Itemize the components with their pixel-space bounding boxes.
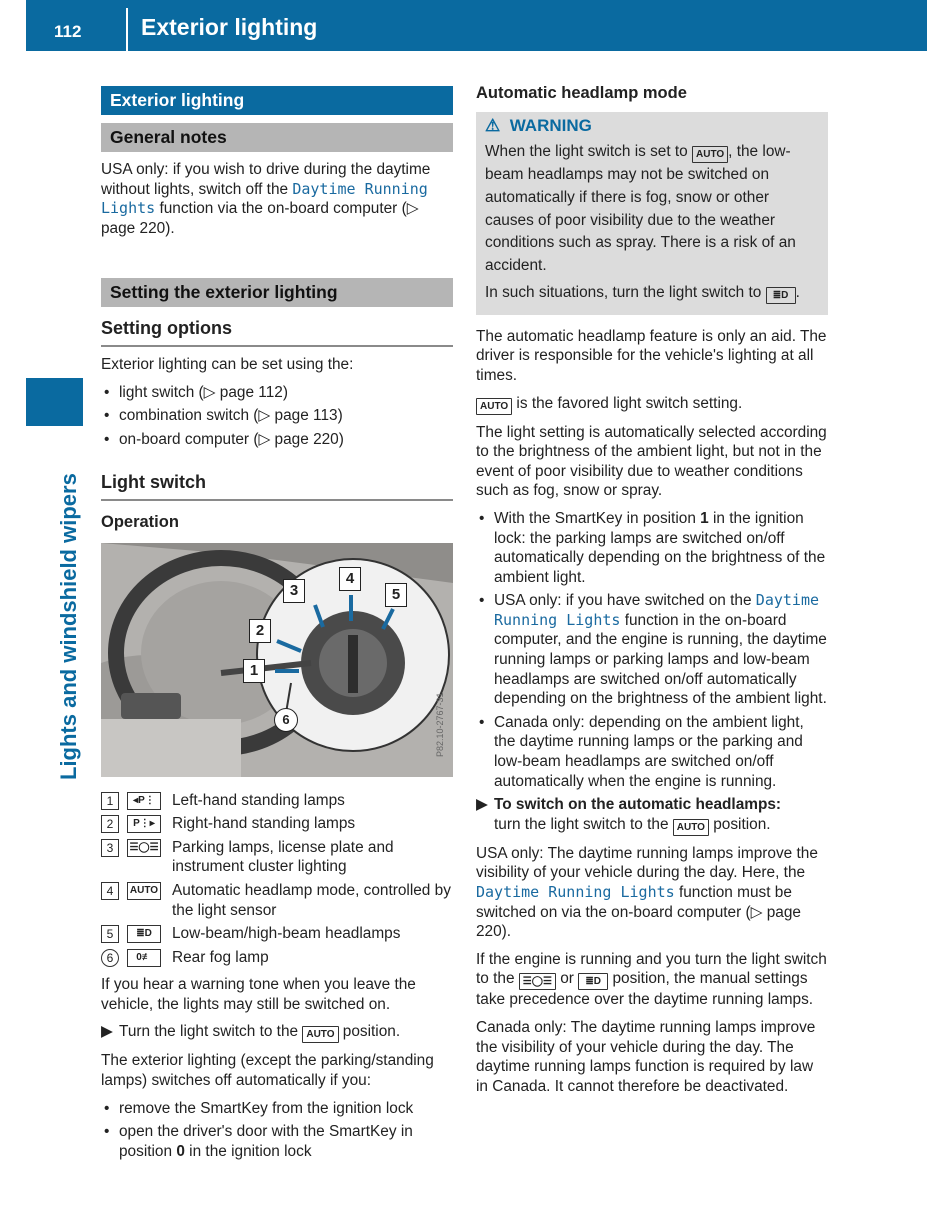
parking-lamp-icon: ☰◯☰	[519, 973, 556, 990]
callout-4: 4	[339, 567, 361, 591]
list-item: • on-board computer (▷ page 220)	[101, 430, 453, 450]
legend-row: 2 P⋮▸ Right-hand standing lamps	[101, 814, 453, 834]
setting-heading: Setting the exterior lighting	[101, 278, 453, 307]
warning-title: WARNING	[509, 115, 592, 135]
switch-off-intro: The exterior lighting (except the parking/standing lamps) switches off automatically if you:	[101, 1052, 434, 1090]
warning-tone-text: If you hear a warning tone when you leave the vehicle, the lights may still be switched on.	[101, 976, 416, 1013]
general-notes-heading: General notes	[101, 123, 453, 152]
legend-row: 4 AUTO Automatic headlamp mode, controlled by the light sensor	[101, 881, 453, 920]
auto-icon: AUTO	[692, 146, 728, 163]
warning-text: In such situations, turn the light switch to ≣D .	[485, 282, 819, 305]
daytime-running-lights-code: Daytime Running Lights	[476, 883, 675, 902]
light-setting-text: The light setting is automatically selected according to the brightness of the ambient light, but not in the event of poor visibility due to weather conditions such as fog, snow or spray.	[476, 423, 827, 500]
callout-3: 3	[283, 579, 305, 603]
list-item: • Canada only: depending on the ambient light, the daytime running lamps or the parking and low-beam headlamps are switched on/off automatically when the engine is running.	[476, 713, 828, 791]
warning-triangle-icon: ⚠	[485, 115, 501, 135]
light-switch-heading: Light switch	[101, 473, 453, 501]
daytime-running-lights-code: Daytime Running Lights	[494, 591, 820, 629]
header-divider	[126, 8, 128, 51]
turn-switch-step: ▶ Turn the light switch to the AUTO position.	[101, 1022, 453, 1043]
engine-running-text: If the engine is running and you turn the light switch to the ☰◯☰ or ≣D position, the manual settings take precedence over the daytime running lamps.	[476, 950, 827, 1009]
step-arrow-icon: ▶	[476, 796, 488, 814]
callout-5: 5	[385, 583, 407, 607]
low-beam-icon: ≣D	[766, 287, 796, 304]
switch-on-auto-step: ▶ To switch on the automatic headlamps: turn the light switch to the AUTO position.	[476, 795, 828, 836]
callout-1: 1	[243, 659, 265, 683]
warning-text: When the light switch is set to AUTO , the low-beam headlamps may not be switched on automatically if there is fog, snow or other causes of poor visibility due to the weather conditions such as spray. There is a risk of an accident.	[485, 143, 796, 275]
list-item: • light switch (▷ page 112)	[101, 383, 453, 403]
favored-setting-text: AUTO is the favored light switch setting.	[476, 394, 828, 415]
left-standing-lamp-icon: ◂P⋮	[127, 792, 161, 810]
legend-row: 1 ◂P⋮ Left-hand standing lamps	[101, 791, 453, 811]
side-tab-label: Lights and windshield wipers	[56, 473, 81, 780]
left-column	[101, 86, 453, 1165]
list-item: • With the SmartKey in position 1 in the ignition lock: the parking lamps are switched on/off automatically depending on the brightness of the ambient light.	[476, 509, 828, 587]
light-switch-figure	[101, 543, 453, 777]
legend-row: 3 ☰◯☰ Parking lamps, license plate and instrument cluster lighting	[101, 838, 453, 877]
side-tab-marker	[26, 378, 83, 426]
setting-options-list	[101, 383, 453, 450]
general-notes-text: USA only: if you wish to drive during the daytime without lights, switch off the Daytime Running Lights function via the on-board computer (▷ page 220).	[101, 161, 431, 237]
switch-off-list	[101, 1099, 453, 1162]
auto-icon: AUTO	[476, 398, 512, 415]
legend-row: 5 ≣D Low-beam/high-beam headlamps	[101, 924, 453, 944]
setting-options-intro: Exterior lighting can be set using the:	[101, 355, 354, 373]
legend	[101, 791, 453, 968]
list-item: • open the driver's door with the SmartKey in position 0 in the ignition lock	[101, 1122, 453, 1161]
callout-6: 6	[274, 708, 298, 732]
list-item: • remove the SmartKey from the ignition lock	[101, 1099, 453, 1119]
automatic-headlamp-heading: Automatic headlamp mode	[476, 84, 687, 102]
operation-heading: Operation	[101, 512, 179, 531]
right-standing-lamp-icon: P⋮▸	[127, 815, 161, 833]
page-number: 112	[54, 22, 82, 41]
low-beam-icon: ≣D	[578, 973, 608, 990]
list-item: • USA only: if you have switched on the Daytime Running Lights function in the on-board computer, and the engine is running, the daytime running lamps or parking lamps and low-beam headlamps are switched on/off automatically depending on the brightness of the ambient light.	[476, 591, 828, 709]
auto-mode-list	[476, 509, 828, 791]
section-title: Exterior lighting	[101, 86, 453, 115]
step-arrow-icon: ▶	[101, 1023, 113, 1041]
page-title: Exterior lighting	[141, 14, 318, 40]
rear-fog-lamp-icon: 0≢	[127, 949, 161, 967]
aid-text: The automatic headlamp feature is only an aid. The driver is responsible for the vehicle's lighting at all times.	[476, 327, 827, 384]
canada-text: Canada only: The daytime running lamps improve the visibility of your vehicle during the day. The daytime running lamps function is required by law in Canada. It cannot therefore be deactivated.	[476, 1018, 816, 1095]
warning-box	[476, 112, 828, 315]
parking-lamp-icon: ☰◯☰	[127, 839, 161, 857]
low-beam-icon: ≣D	[127, 925, 161, 943]
list-item: • combination switch (▷ page 113)	[101, 406, 453, 426]
right-column	[476, 84, 828, 1104]
figure-code: P82.10-2767-31	[435, 691, 445, 757]
auto-icon: AUTO	[127, 882, 161, 900]
auto-icon: AUTO	[673, 819, 709, 836]
dashboard-illustration	[101, 543, 453, 777]
page-header	[26, 0, 927, 51]
auto-icon: AUTO	[302, 1026, 338, 1043]
callout-2: 2	[249, 619, 271, 643]
usa-daytime-text: USA only: The daytime running lamps improve the visibility of your vehicle during the day. Here, the Daytime Running Lights function must be switched on via the on-board computer (▷ page 220).	[476, 844, 818, 941]
legend-row: 6 0≢ Rear fog lamp	[101, 948, 453, 968]
daytime-running-lights-code: Daytime Running Lights	[101, 179, 428, 218]
setting-options-heading: Setting options	[101, 319, 453, 347]
